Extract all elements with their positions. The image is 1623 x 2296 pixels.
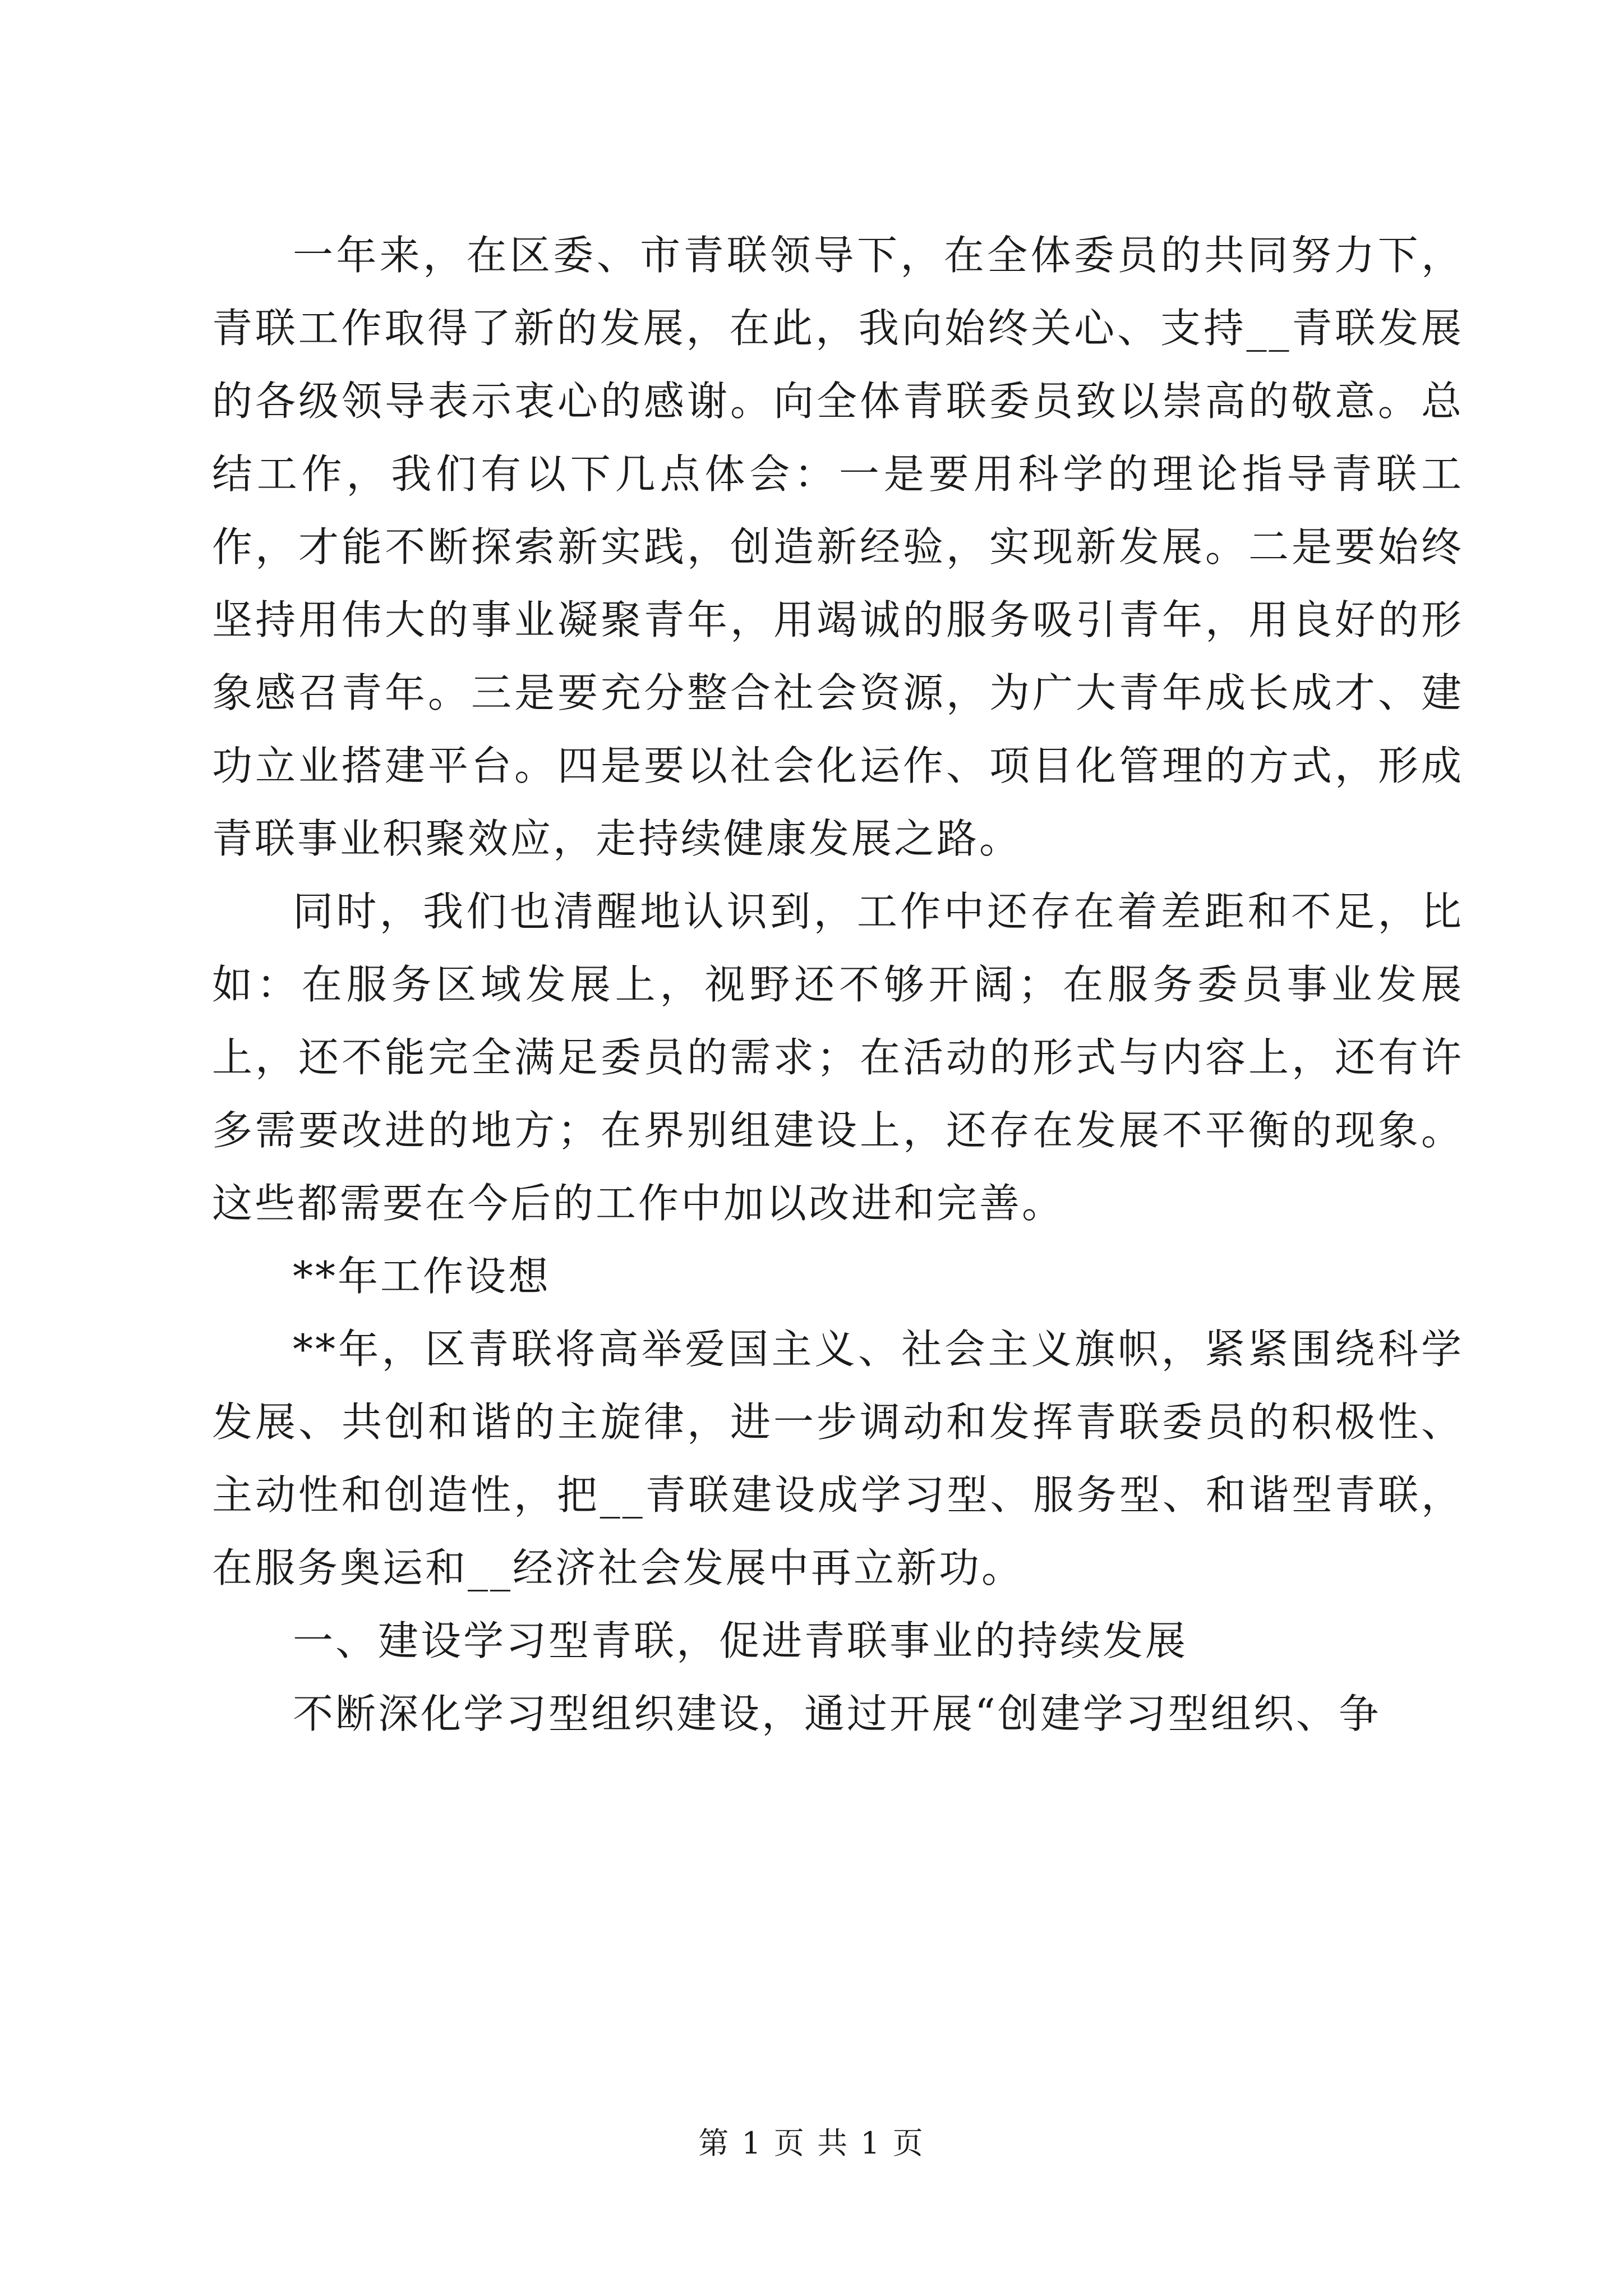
paragraph-plan-overview: **年，区青联将高举爱国主义、社会主义旗帜，紧紧围绕科学发展、共创和谐的主旋律，进一步调动和发挥青联委员的积极性、主动性和创造性，把__青联建设成学习型、服务型、和谐型青联，在服务奥运和__经济社会发展中再立新功。: [212, 1326, 1464, 1591]
section-heading-plan: **年工作设想: [293, 1253, 551, 1300]
document-body: [212, 219, 1464, 1750]
paragraph-learning: 不断深化学习型组织建设，通过开展“创建学习型组织、争: [293, 1690, 1381, 1737]
section-heading-learning: 一、建设学习型青联，促进青联事业的持续发展: [293, 1617, 1188, 1664]
paragraph-shortcomings: 同时，我们也清醒地认识到，工作中还存在着差距和不足，比如：在服务区域发展上，视野还不够开阔；在服务委员事业发展上，还不能完全满足委员的需求；在活动的形式与内容上，还有许多需要改进的地方；在界别组建设上，还存在发展不平衡的现象。这些都需要在今后的工作中加以改进和完善。: [212, 888, 1464, 1227]
paragraph-summary: 一年来，在区委、市青联领导下，在全体委员的共同努力下，青联工作取得了新的发展，在此，我向始终关心、支持__青联发展的各级领导表示衷心的感谢。向全体青联委员致以崇高的敬意。总结工作，我们有以下几点体会：一是要用科学的理论指导青联工作，才能不断探索新实践，创造新经验，实现新发展。二是要始终坚持用伟大的事业凝聚青年，用竭诚的服务吸引青年，用良好的形象感召青年。三是要充分整合社会资源，为广大青年成长成才、建功立业搭建平台。四是要以社会化运作、项目化管理的方式，形成青联事业积聚效应，走持续健康发展之路。: [212, 232, 1464, 862]
page-footer: 第 1 页 共 1 页: [698, 2125, 925, 2161]
